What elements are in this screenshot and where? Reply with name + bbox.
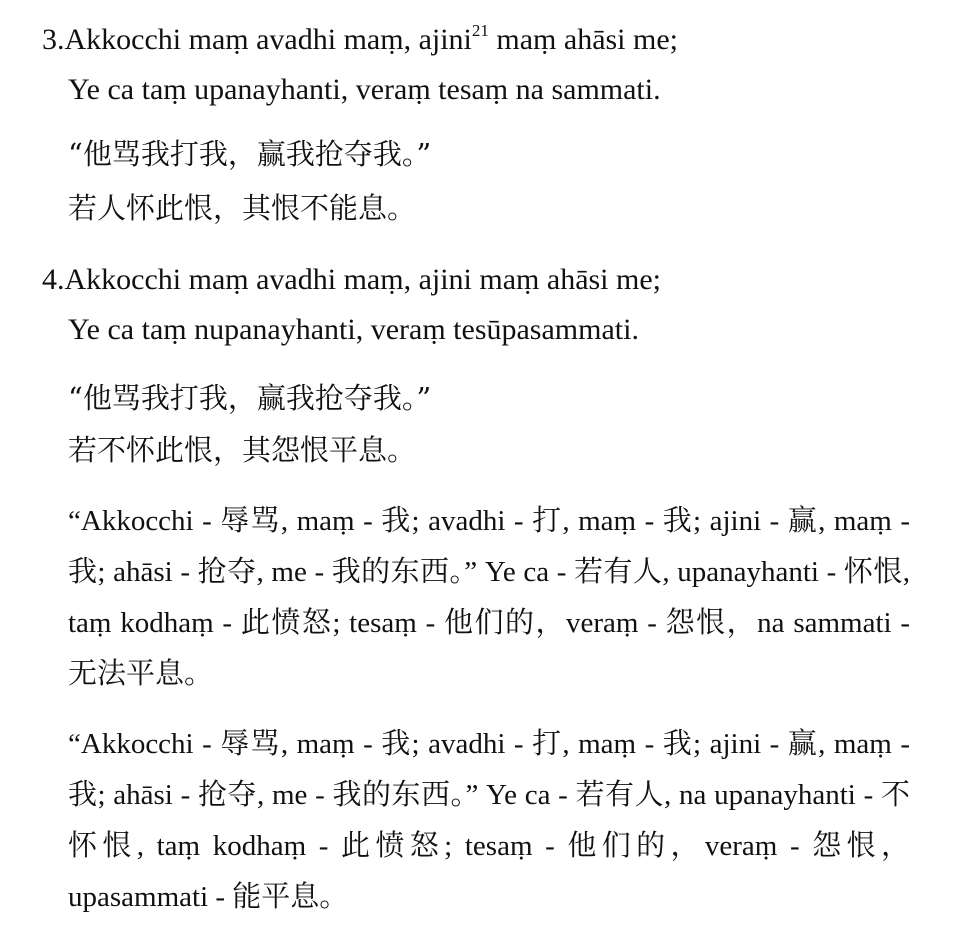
verse4-pali-line2: Ye ca taṃ nupanayhanti, veraṃ tesūpasammati. (68, 313, 639, 346)
verse3-pali-line1-rest: maṃ ahāsi me; (488, 23, 679, 56)
verse4-word-gloss: “Akkocchi - 辱骂, maṃ - 我; avadhi - 打, maṃ - 我; ajini - 赢, maṃ - 我; ahāsi - 抢夺, me - 我的东西。” Ye ca - 若有人, na upanayhanti - 不怀恨, taṃ kodhaṃ - 此愤怒; tesaṃ - 他们的，veraṃ - 怨恨，upasammati - 能平息。 (68, 728, 910, 913)
verse3-word-gloss: “Akkocchi - 辱骂, maṃ - 我; avadhi - 打, maṃ - 我; ajini - 赢, maṃ - 我; ahāsi - 抢夺, me - 我的东西。” Ye ca - 若有人, upanayhanti - 怀恨, taṃ kodhaṃ - 此愤怒; tesaṃ - 他们的，veraṃ - 怨恨，na sammati - 无法平息。 (68, 505, 910, 690)
footnote-marker[interactable]: 21 (471, 21, 489, 40)
verse3-pali-line1 (42, 22, 678, 58)
verse3-chinese-line1: “他骂我打我，赢我抢夺我。” (68, 137, 432, 171)
verse4-chinese-line1: “他骂我打我，赢我抢夺我。” (68, 381, 432, 415)
verse3-pali-line2: Ye ca taṃ upanayhanti, veraṃ tesaṃ na sammati. (68, 73, 661, 106)
verse3-pali-line1-text: 3.Akkocchi maṃ avadhi maṃ, ajini (42, 23, 472, 56)
verse4-chinese-line2: 若不怀此恨，其怨恨平息。 (68, 433, 417, 467)
verse4-pali-line1: 4.Akkocchi maṃ avadhi maṃ, ajini maṃ ahāsi me; (42, 263, 661, 296)
verse3-chinese-line2: 若人怀此恨，其恨不能息。 (68, 191, 417, 225)
